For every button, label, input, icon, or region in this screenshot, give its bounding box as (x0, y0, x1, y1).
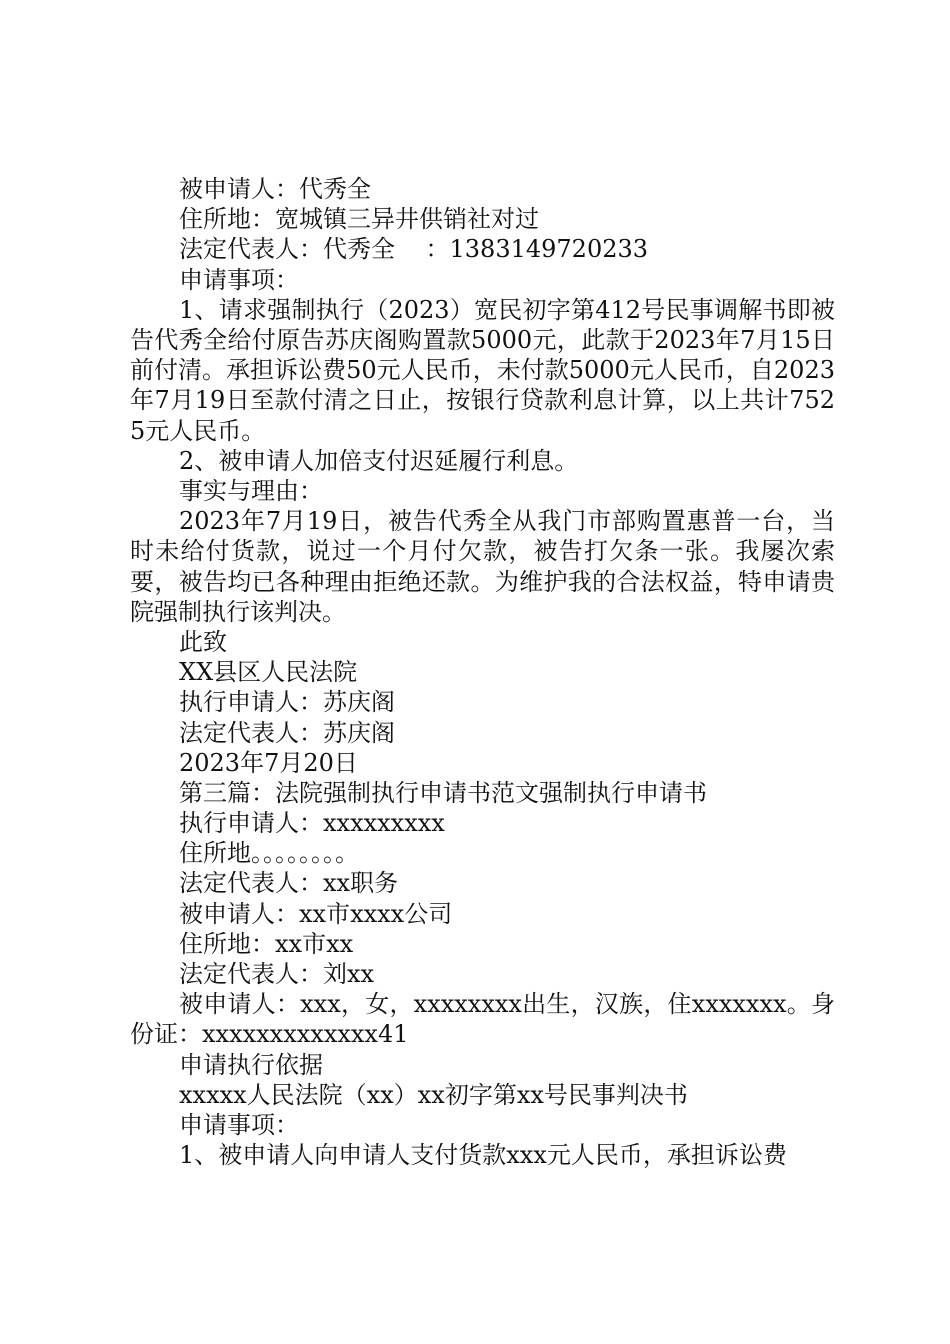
applicant-address-line: 住所地。。。。。。。。 (179, 839, 359, 868)
legal-rep-line: 法定代表人：代秀全 ：1383149720233 (179, 235, 649, 264)
salutation: 此致 (179, 627, 227, 656)
address-line: 住所地：宽城镇三异井供销社对过 (179, 205, 539, 234)
legal-rep-signature: 法定代表人：苏庆阁 (179, 718, 395, 747)
request-item-final: 1、被申请人向申请人支付货款xxx元人民币，承担诉讼费 (179, 1141, 787, 1170)
respondent-address-line: 住所地：xx市xx (179, 929, 354, 958)
request-item-2: 2、被申请人加倍支付迟延履行利息。 (179, 446, 579, 475)
facts-heading: 事实与理由： (179, 476, 323, 505)
request-item-1: 1、请求强制执行（2023）宽民初字第412号民事调解书即被告代秀全给付原告苏庆阁购置款5000元，此款于2023年7月15日前付清。承担诉讼费50元人民币，未付款5000元人民币，自2023年7月19日至款付清之日止，按银行贷款利息计算，以上共计7525元人民币。 (130, 295, 835, 445)
request-heading: 申请事项： (179, 265, 299, 294)
applicant-legal-rep-line: 法定代表人：xx职务 (179, 869, 399, 898)
date-line: 2023年7月20日 (179, 748, 358, 777)
respondent-individual-paragraph: 被申请人：xxx，女，xxxxxxxx出生，汉族，住xxxxxxx。身份证：xxxxxxxxxxxxx41 (130, 990, 835, 1049)
judgment-reference: xxxxx人民法院（xx）xx初字第xx号民事判决书 (179, 1080, 688, 1109)
respondent-legal-rep-line: 法定代表人：刘xx (179, 960, 375, 989)
facts-paragraph: 2023年7月19日，被告代秀全从我门市部购置惠普一台，当时未给付货款，说过一个月付欠款，被告打欠条一张。我屡次索要，被告均已各种理由拒绝还款。为维护我的合法权益，特申请贵院强制执行该判决。 (130, 507, 835, 626)
applicant-line: 执行申请人：xxxxxxxxx (179, 809, 445, 838)
applicant-signature: 执行申请人：苏庆阁 (179, 688, 395, 717)
basis-heading: 申请执行依据 (179, 1050, 323, 1079)
request-heading-2: 申请事项： (179, 1110, 299, 1139)
respondent-company-line: 被申请人：xx市xxxx公司 (179, 899, 453, 928)
respondent-line: 被申请人：代秀全 (179, 175, 371, 203)
court-name: XX县区人民法院 (179, 658, 358, 687)
document-body (130, 174, 835, 1170)
section-title: 第三篇：法院强制执行申请书范文强制执行申请书 (179, 778, 707, 807)
